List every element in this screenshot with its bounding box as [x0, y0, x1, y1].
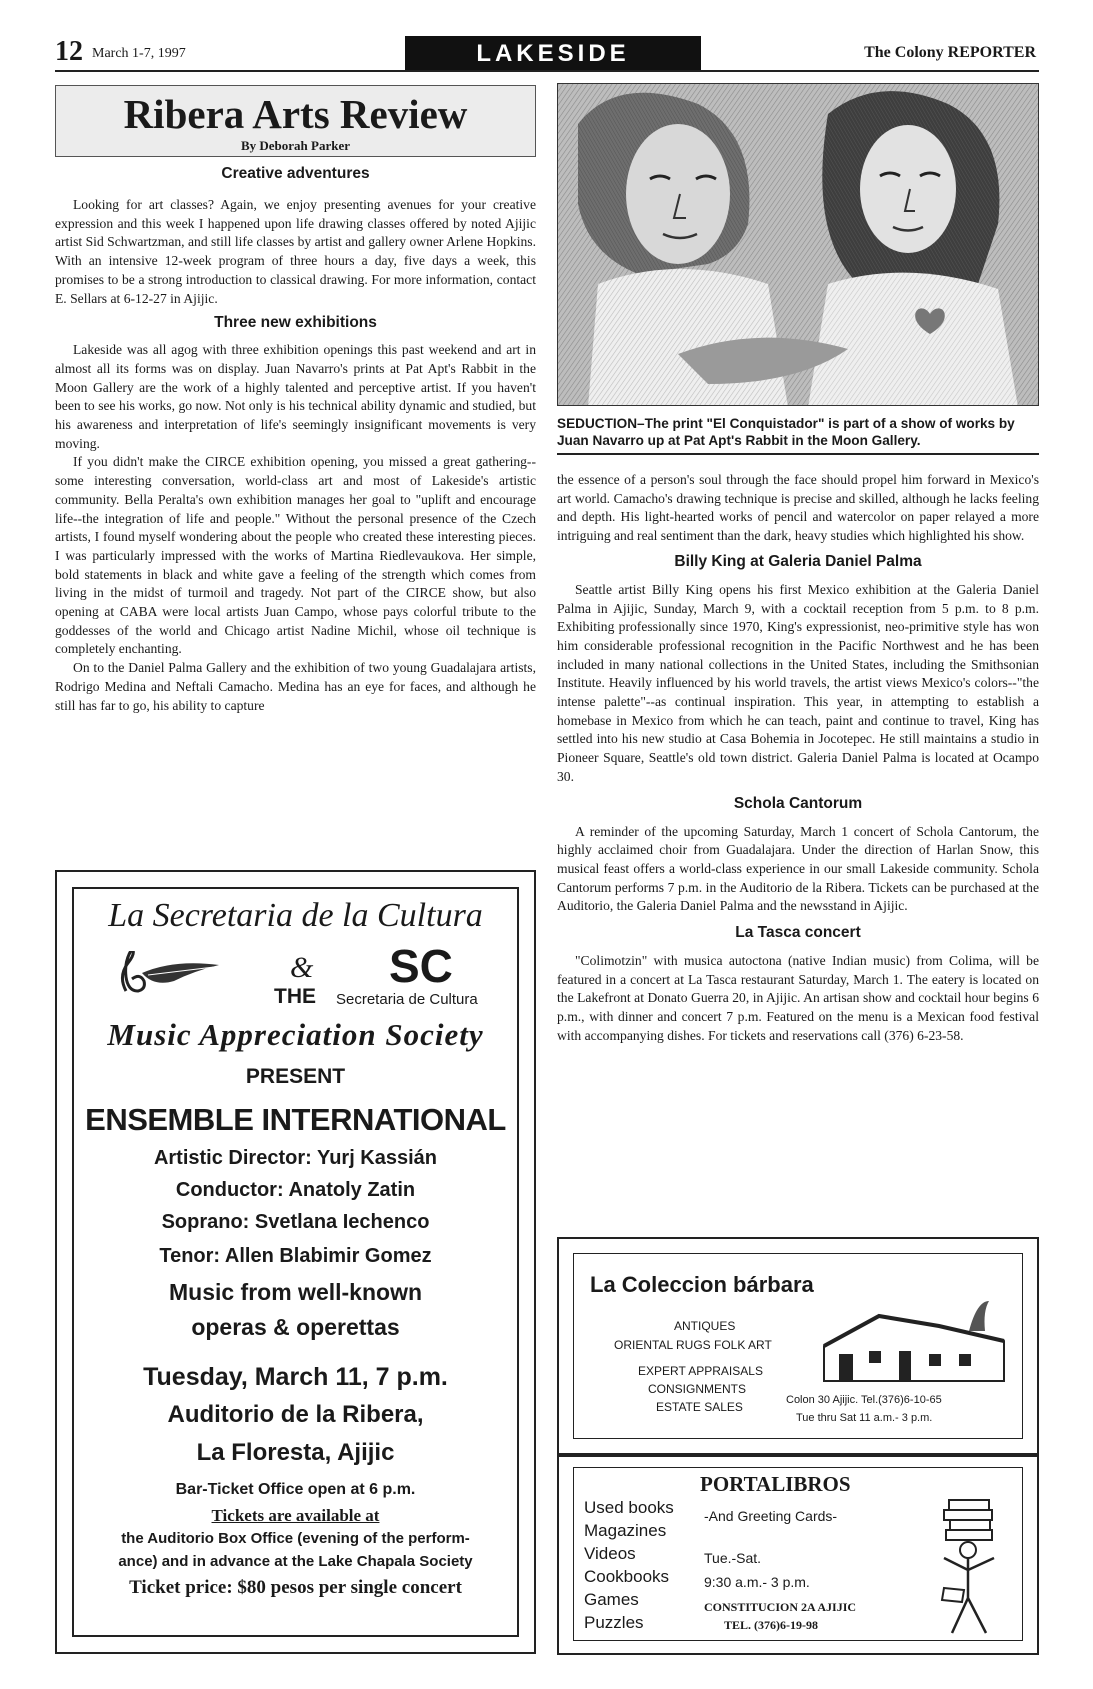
- antiques-line4: CONSIGNMENTS: [648, 1382, 747, 1396]
- portalibros-time: 9:30 a.m.- 3 p.m.: [704, 1574, 810, 1590]
- ad-director: Artistic Director: Yurj Kassián: [153, 1147, 438, 1169]
- page-number: 12: [55, 36, 83, 67]
- sc-logo-text: Secretaria de Cultura: [336, 991, 478, 1008]
- article-title: Ribera Arts Review: [123, 91, 468, 137]
- antiques-advertisement: [557, 1237, 1039, 1455]
- subhead-billy-king: Billy King at Galeria Daniel Palma: [674, 552, 922, 570]
- portalibros-greeting: -And Greeting Cards-: [704, 1508, 838, 1524]
- continuation-body: [557, 471, 1039, 546]
- antiques-line2: ORIENTAL RUGS FOLK ART: [614, 1338, 772, 1352]
- ad-music-line2: operas & operettas: [191, 1314, 400, 1340]
- ad-org-cultura: La Secretaria de la Cultura: [108, 897, 483, 934]
- subhead-la-tasca: La Tasca concert: [735, 924, 861, 942]
- portalibros-advertisement: [557, 1455, 1039, 1655]
- portalibros-item: Games: [584, 1590, 639, 1609]
- el-conquistador-print: [558, 84, 1039, 406]
- paragraph: the essence of a person's soul through the face should propel him forward in Mexico's art world. Camacho's drawing technique is precise and skilled, although he lacks feeling and depth. His light-hearted works of pencil and watercolor on paper relayed a more intriguing and real sentiment than the dark, heavy studies which highlighted his show.: [557, 472, 1039, 544]
- section-schola-body: [557, 823, 1039, 917]
- antiques-ad-inner: [573, 1253, 1023, 1439]
- portalibros-item: Magazines: [584, 1521, 667, 1540]
- ad-present: PRESENT: [245, 1065, 346, 1088]
- portalibros-address: CONSTITUCION 2A AJIJIC: [704, 1600, 857, 1614]
- subhead-schola: Schola Cantorum: [733, 794, 863, 812]
- section-exhibitions-body: [55, 341, 536, 715]
- ad-conductor: Conductor: Anatoly Zatin: [175, 1179, 416, 1201]
- artwork-photo: [557, 83, 1039, 406]
- ad-soprano: Soprano: Svetlana Iechenco: [161, 1211, 430, 1233]
- portalibros-days: Tue.-Sat.: [704, 1550, 762, 1566]
- paragraph: If you didn't make the CIRCE exhibition opening, you missed a great gathering--some interesting conversation, world-class art and most of Lakeside's artistic community. Bella Peralta's own exhibition manages her goal to "uplift and encourage life--the integration of life and people." Without the personal presence of the Czech artists, I found myself wondering about the people who created these interesting pieces. I was particularly impressed with the works of Martina Riedlevaukova. Her simple, bold statements in black and white gave a feeling of the strength which comes from living in the midst of turmoil and tragedy. Not part of the CIRCE show, but also opening at CABA were local artists Juan Campo, whose pays colorful tribute to the goddesses of the world and Chicago artist Nadine Michil, whose oil technique is completely enchanting.: [55, 454, 536, 657]
- portalibros-name: PORTALIBROS: [700, 1472, 851, 1496]
- concert-ad-inner: [72, 887, 519, 1637]
- antiques-address: Colon 30 Ajijic. Tel.(376)6-10-65: [786, 1394, 942, 1406]
- paragraph: A reminder of the upcoming Saturday, March 1 concert of Schola Cantorum, the highly acclaimed choir from Guadalajara. Under the direction of Harlan Snow, this musical feast offers a world-class experience in our small Lakeside community. Schola Cantorum performs 7 p.m. in the Auditorio de la Ribera. Tickets can be purchased at the Auditorio, the Galeria Daniel Palma and the newsstand in Ajijic.: [557, 823, 1039, 914]
- portalibros-item: Used books: [584, 1498, 674, 1517]
- portalibros-item: Videos: [584, 1544, 636, 1563]
- right-column: [557, 471, 1039, 1046]
- section-banner: LAKESIDE: [405, 36, 701, 72]
- ad-venue-line1: Auditorio de la Ribera,: [167, 1401, 424, 1428]
- issue-date: March 1-7, 1997: [92, 46, 186, 61]
- subhead-creative: Creative adventures: [221, 165, 370, 182]
- concert-advertisement: [55, 870, 536, 1654]
- hacienda-illustration-icon: [819, 1296, 1009, 1386]
- portalibros-tel: TEL. (376)6-19-98: [724, 1618, 818, 1632]
- ad-tickets-heading: Tickets are available at: [211, 1506, 380, 1525]
- photo-caption: SEDUCTION–The print "El Conquistador" is part of a show of works by Juan Navarro up at Pat Apt's Rabbit in the Moon Gallery.: [557, 415, 1039, 455]
- section-billy-king-body: [557, 581, 1039, 787]
- ad-box-office: Bar-Ticket Office open at 6 p.m.: [175, 1481, 416, 1498]
- antiques-hours: Tue thru Sat 11 a.m.- 3 p.m.: [796, 1412, 933, 1424]
- portalibros-item: Cookbooks: [584, 1567, 670, 1586]
- article-title-box: [55, 85, 536, 157]
- ad-venue-line2: La Floresta, Ajijic: [196, 1439, 395, 1466]
- antiques-line3: EXPERT APPRAISALS: [638, 1364, 763, 1378]
- paragraph: Lakeside was all agog with three exhibition openings this past weekend and art in almost all its forms was on display. Juan Navarro's prints at Pat Apt's Rabbit in the Moon Gallery are the work of a highly talented and perceptive artist. If you haven't been to see his works, go now. Not only is his technical ability dynamic and studied, but his awareness and interpretation of life's seemingly insignificant movements is very moving.: [55, 342, 536, 451]
- ad-tickets-line1: the Auditorio Box Office (evening of the perform-: [121, 1530, 470, 1547]
- antiques-line5: ESTATE SALES: [656, 1400, 743, 1414]
- ad-tickets-line2: ance) and in advance at the Lake Chapala Society: [118, 1553, 473, 1570]
- treble-clef-logo-icon: [114, 951, 224, 997]
- paragraph: On to the Daniel Palma Gallery and the exhibition of two young Guadalajara artists, Rodrigo Medina and Neftali Camacho. Medina has an eye for faces, and although he still has far to go, his ability to capture: [55, 660, 536, 713]
- ad-music-line1: Music from well-known: [168, 1279, 423, 1305]
- byline: By Deborah Parker: [240, 138, 351, 153]
- paragraph: "Colimotzin" with musica autoctona (native Indian music) from Colima, will be featured in a concert at La Tasca restaurant Saturday, March 1. The eatery is located on the Lakefront at Donato Guerra 20, in Ajijic. An artisan show and cocktail hour begins 6 p.m., with dinner and concert 7 p.m. Featured on the menu is a Mexican food festival with accompanying dishes. For tickets and reservations call (376) 6-23-58.: [557, 953, 1039, 1043]
- ad-the: THE: [274, 985, 316, 1008]
- paragraph: Seattle artist Billy King opens his first Mexico exhibition at the Galeria Daniel Palma in Ajijic, Sunday, March 9, with a cocktail reception from 5 p.m. to 8 p.m. Exhibiting professionally since 1970, King's expressionist, neo-primitive style has won him considerable professional recognition in the Pacific Northwest and he has been included in many national collections in the United States, including the Smithsonian Institute. Heavily influenced by his world travels, the artist views Mexico's colors--"the intense palette"--as continual inspiration. This year, in attempting to establish a homebase in Mexico from which he can teach, paint and continue to travel, King has settled into his new studio at Casa Bohemia in Jocotepec. He still maintains a studio in Pioneer Square, Seattle's old town district. Galeria Daniel Palma is located at Ocampo 30.: [557, 581, 1039, 784]
- ad-tenor: Tenor: Allen Blabimir Gomez: [159, 1245, 432, 1267]
- antiques-line1: ANTIQUES: [674, 1319, 736, 1333]
- portalibros-items: [584, 1496, 674, 1634]
- ad-ampersand: &: [290, 951, 314, 984]
- paper-name: The Colony REPORTER: [864, 44, 1036, 61]
- sc-logo: SC: [389, 940, 453, 992]
- left-column: [55, 165, 536, 715]
- subhead-exhibitions: Three new exhibitions: [214, 314, 377, 332]
- antiques-shop-name: La Coleccion bárbara: [590, 1272, 814, 1297]
- ad-date: Tuesday, March 11, 7 p.m.: [143, 1363, 448, 1391]
- ad-ticket-price: Ticket price: $80 pesos per single concert: [129, 1577, 462, 1598]
- portalibros-ad-inner: [573, 1467, 1023, 1641]
- ad-ensemble: ENSEMBLE INTERNATIONAL: [85, 1102, 506, 1137]
- section-creative-body: [55, 196, 536, 308]
- paragraph: Looking for art classes? Again, we enjoy presenting avenues for your creative expression and this week I happened upon life drawing classes offered by noted Ajijic artist Sid Schwartzman, and still life classes by artist and gallery owner Arlene Hopkins. With an intensive 12-week program of three hours a day, five days a week, this promises to be a strong introduction to classical drawing. For more information, contact E. Sellars at 6-12-27 in Ajijic.: [55, 197, 536, 306]
- header-rule: [55, 70, 1039, 72]
- portalibros-item: Puzzles: [584, 1613, 644, 1632]
- section-la-tasca-body: [557, 952, 1039, 1046]
- book-stack-figure-icon: [904, 1498, 1019, 1638]
- ad-society: Music Appreciation Society: [107, 1017, 484, 1052]
